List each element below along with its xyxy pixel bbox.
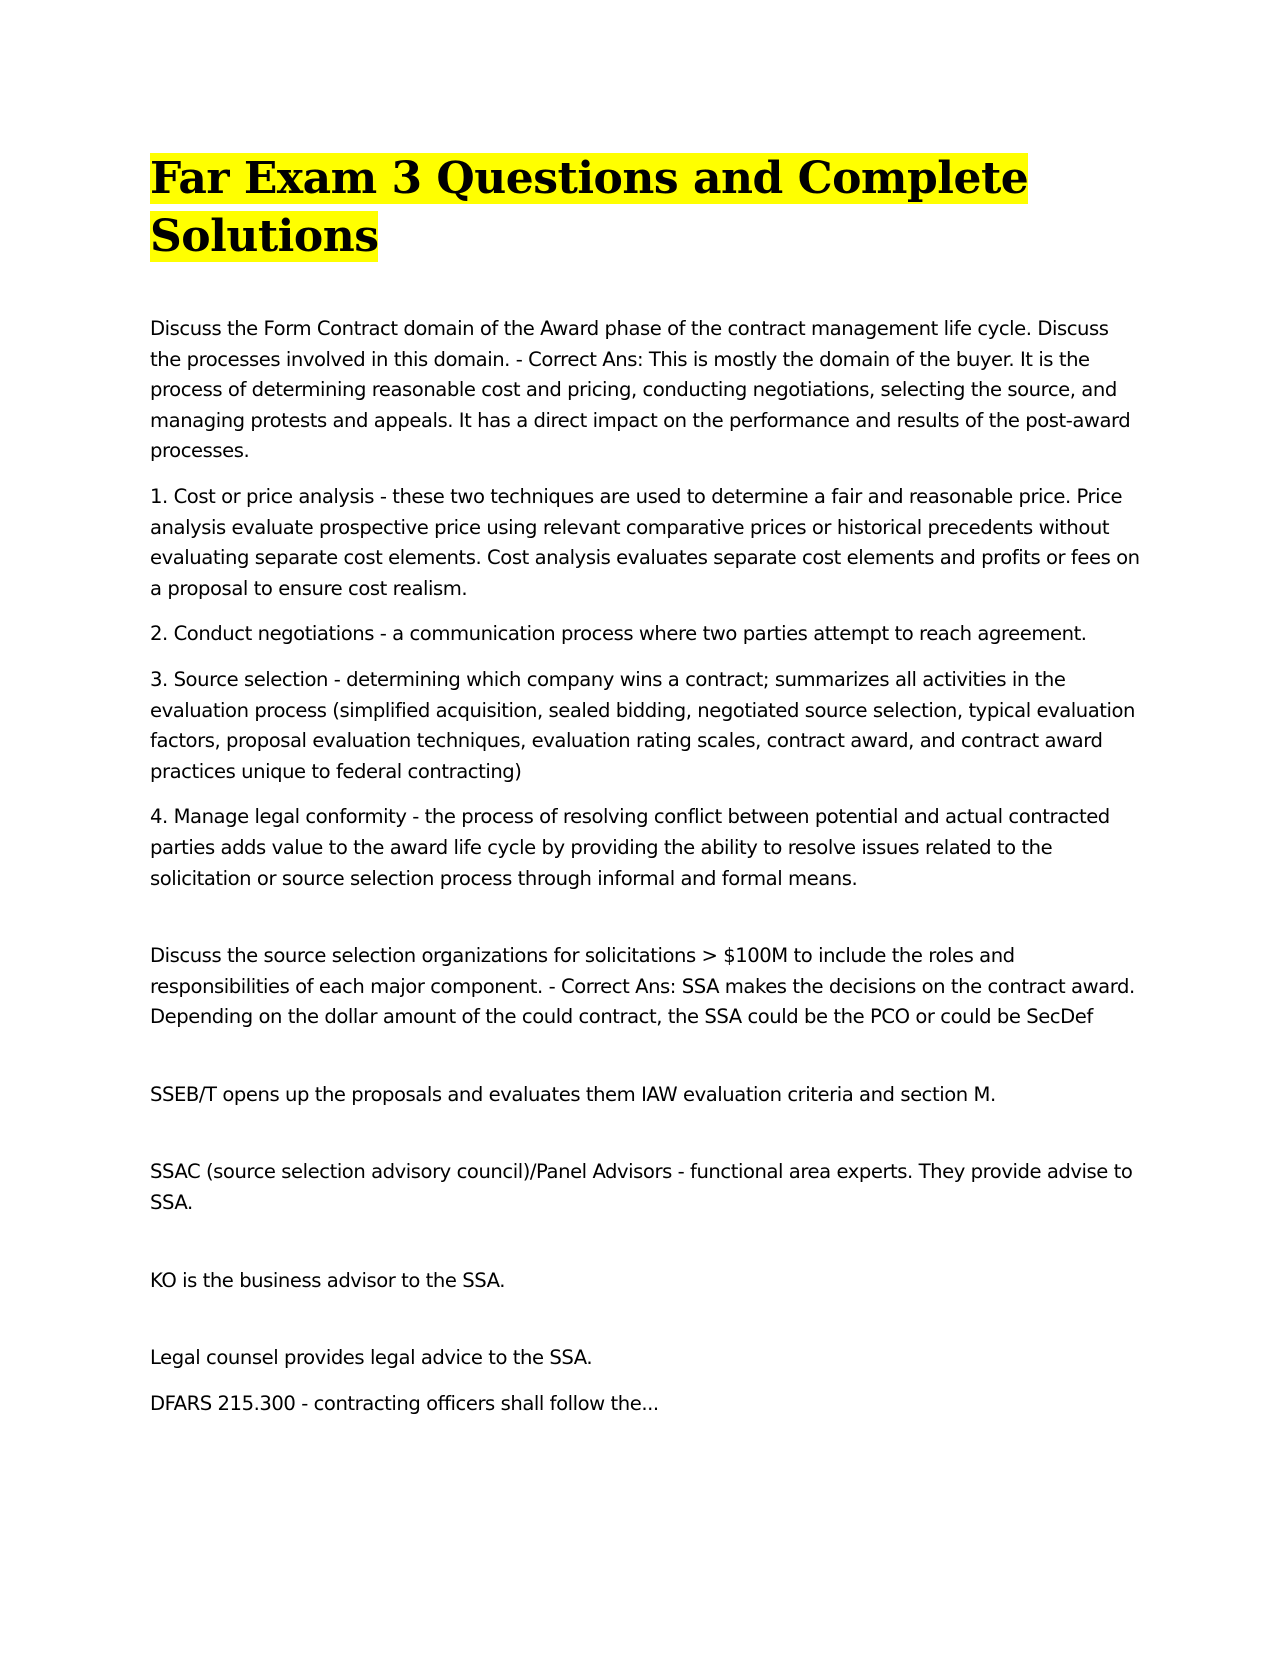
paragraph-legal-counsel: Legal counsel provides legal advice to the SSA. [150,1346,593,1370]
paragraph-ssac: SSAC (source selection advisory council)/Panel Advisors - functional area experts. They provide advise to SSA. [150,1160,1133,1215]
paragraph-form-contract-question: Discuss the Form Contract domain of the Award phase of the contract management life cycle. Discuss the processes involved in this domain. - Correct Ans: This is mostly the domain of the buyer. It is the process of determining reasonable cost and pricing, conducting negotiations, selecting the source, and managing protests and appeals. It has a direct impact on the performance and results of the post-award processes. [150,317,1131,463]
document-content [150,150,1140,1434]
paragraph-source-selection-organizations: Discuss the source selection organizations for solicitations > $100M to include the roles and responsibilities of each major component. - Correct Ans: SSA makes the decisions on the contract award. Depending on the dollar amount of the could contract, the SSA could be the PCO or could be SecDef [150,944,1135,1029]
paragraph-source-selection: 3. Source selection - determining which company wins a contract; summarizes all activities in the evaluation process (simplified acquisition, sealed bidding, negotiated source selection, typical evaluation factors, proposal evaluation techniques, evaluation rating scales, contract award, and contract award practices unique to federal contracting) [150,667,1136,783]
paragraph-conduct-negotiations: 2. Conduct negotiations - a communication process where two parties attempt to reach agreement. [150,622,1087,646]
paragraph-dfars: DFARS 215.300 - contracting officers shall follow the... [150,1391,659,1415]
paragraph-sseb: SSEB/T opens up the proposals and evaluates them IAW evaluation criteria and section M. [150,1082,996,1106]
paragraph-cost-price-analysis: 1. Cost or price analysis - these two techniques are used to determine a fair and reasonable price. Price analysis evaluate prospective price using relevant comparative prices or historical precedents without evaluating separate cost elements. Cost analysis evaluates separate cost elements and profits or fees on a proposal to ensure cost realism. [150,484,1140,600]
paragraph-ko: KO is the business advisor to the SSA. [150,1268,505,1292]
title-highlight: Far Exam 3 Questions and Complete Solutions [150,153,1029,262]
document-title [150,150,1140,266]
paragraph-legal-conformity: 4. Manage legal conformity - the process of resolving conflict between potential and actual contracted parties adds value to the award life cycle by providing the ability to resolve issues related to the solicitation or source selection process through informal and formal means. [150,805,1110,890]
